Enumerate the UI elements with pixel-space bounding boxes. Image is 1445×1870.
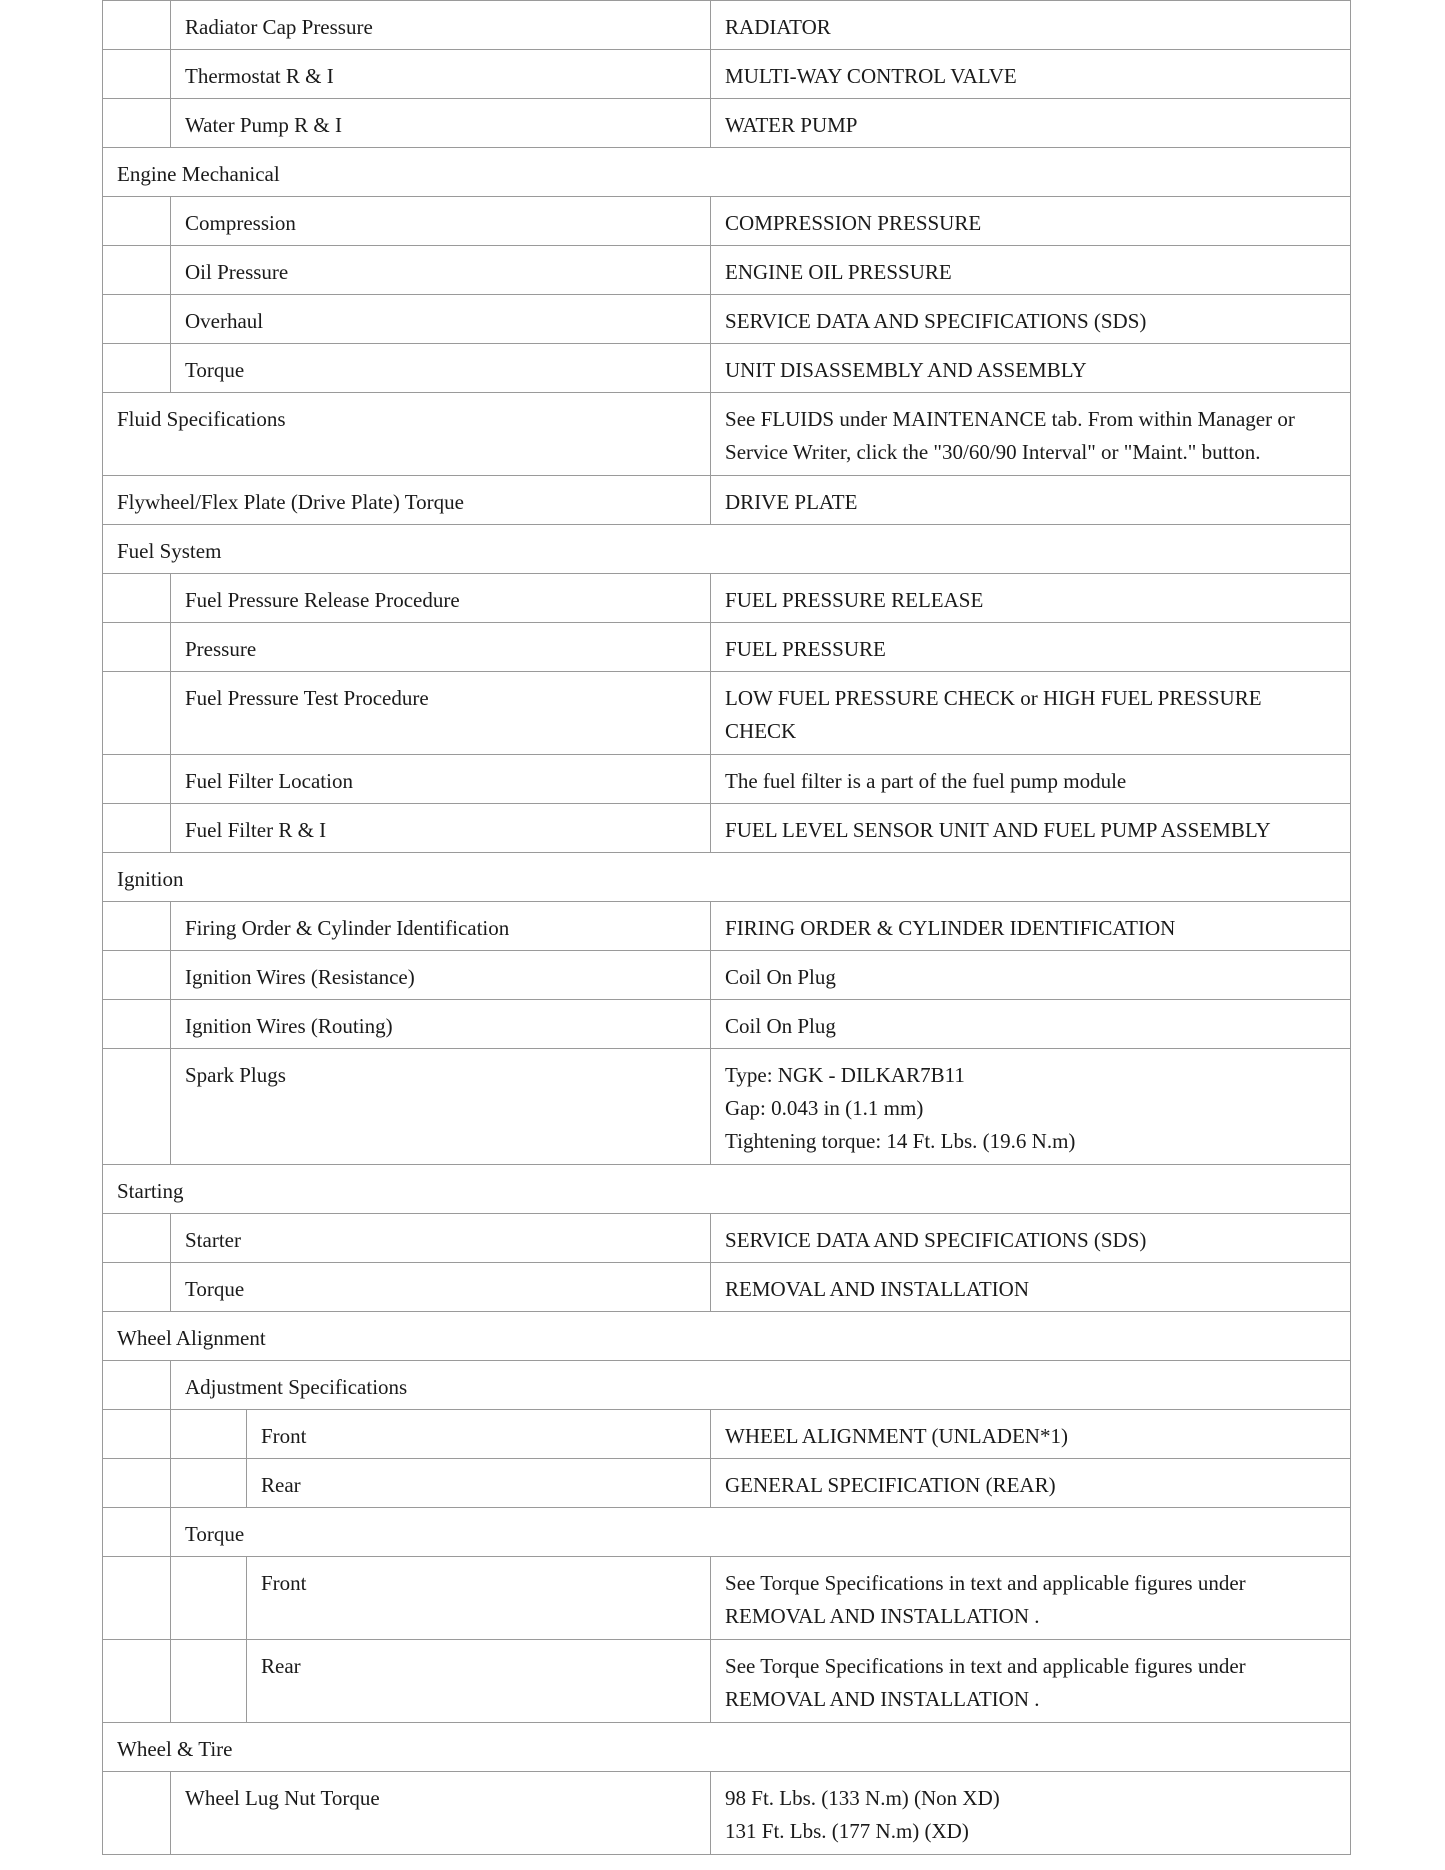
section-row — [103, 853, 1351, 902]
spec-value-line: CHECK — [725, 719, 797, 743]
spec-label: Fuel Filter R & I — [171, 804, 711, 853]
spec-value-line: Gap: 0.043 in (1.1 mm) — [725, 1096, 924, 1120]
spec-label: Torque — [171, 344, 711, 393]
spec-value-line: GENERAL SPECIFICATION (REAR) — [725, 1473, 1056, 1497]
indent-cell — [103, 1508, 171, 1557]
table-row — [103, 246, 1351, 295]
spec-value-line: Tightening torque: 14 Ft. Lbs. (19.6 N.m) — [725, 1129, 1076, 1153]
spec-value — [711, 1557, 1351, 1640]
indent-cell — [103, 1214, 171, 1263]
table-row — [103, 344, 1351, 393]
section-row — [103, 525, 1351, 574]
table-row — [103, 197, 1351, 246]
spec-value — [711, 1263, 1351, 1312]
table-row — [103, 476, 1351, 525]
section-label: Wheel & Tire — [103, 1723, 1351, 1772]
spec-value — [711, 99, 1351, 148]
table-row — [103, 1557, 1351, 1640]
spec-value-line: Coil On Plug — [725, 965, 836, 989]
spec-value — [711, 574, 1351, 623]
spec-value-line: 98 Ft. Lbs. (133 N.m) (Non XD) — [725, 1786, 1000, 1810]
indent-cell — [171, 1640, 247, 1723]
table-row — [103, 1049, 1351, 1165]
spec-value-line: FUEL LEVEL SENSOR UNIT AND FUEL PUMP ASSEMBLY — [725, 818, 1271, 842]
section-label: Engine Mechanical — [103, 148, 1351, 197]
spec-value-line: REMOVAL AND INSTALLATION . — [725, 1604, 1040, 1628]
spec-value — [711, 1000, 1351, 1049]
table-row — [103, 1263, 1351, 1312]
spec-value — [711, 1459, 1351, 1508]
spec-value — [711, 672, 1351, 755]
specifications-table-body — [103, 1, 1351, 1855]
spec-value — [711, 476, 1351, 525]
spec-value-line: Coil On Plug — [725, 1014, 836, 1038]
spec-value-line: COMPRESSION PRESSURE — [725, 211, 982, 235]
section-row — [103, 1312, 1351, 1361]
indent-cell — [103, 951, 171, 1000]
spec-value-line: LOW FUEL PRESSURE CHECK or HIGH FUEL PRESSURE — [725, 686, 1262, 710]
indent-cell — [171, 1410, 247, 1459]
spec-label: Front — [247, 1410, 711, 1459]
spec-label: Ignition Wires (Routing) — [171, 1000, 711, 1049]
spec-value-line: FUEL PRESSURE — [725, 637, 886, 661]
spec-value — [711, 1772, 1351, 1855]
indent-cell — [103, 1772, 171, 1855]
table-row — [103, 1410, 1351, 1459]
spec-label: Overhaul — [171, 295, 711, 344]
section-label: Adjustment Specifications — [171, 1361, 1351, 1410]
spec-label: Front — [247, 1557, 711, 1640]
indent-cell — [103, 1410, 171, 1459]
spec-value-line: UNIT DISASSEMBLY AND ASSEMBLY — [725, 358, 1087, 382]
spec-value-line: See Torque Specifications in text and applicable figures under — [725, 1571, 1246, 1595]
spec-value — [711, 804, 1351, 853]
indent-cell — [103, 672, 171, 755]
spec-value-line: REMOVAL AND INSTALLATION . — [725, 1687, 1040, 1711]
indent-cell — [103, 1263, 171, 1312]
indent-cell — [103, 1557, 171, 1640]
spec-label: Rear — [247, 1640, 711, 1723]
spec-value-line: ENGINE OIL PRESSURE — [725, 260, 952, 284]
spec-value — [711, 755, 1351, 804]
spec-value — [711, 1640, 1351, 1723]
spec-label: Firing Order & Cylinder Identification — [171, 902, 711, 951]
table-row — [103, 1459, 1351, 1508]
spec-value — [711, 295, 1351, 344]
section-row — [103, 1361, 1351, 1410]
spec-label: Rear — [247, 1459, 711, 1508]
specifications-table — [102, 0, 1351, 1855]
table-row — [103, 574, 1351, 623]
spec-value — [711, 1410, 1351, 1459]
section-label: Fuel System — [103, 525, 1351, 574]
table-row — [103, 672, 1351, 755]
indent-cell — [103, 197, 171, 246]
table-row — [103, 1772, 1351, 1855]
table-row — [103, 902, 1351, 951]
indent-cell — [103, 50, 171, 99]
table-row — [103, 1, 1351, 50]
spec-value-line: FUEL PRESSURE RELEASE — [725, 588, 984, 612]
spec-value — [711, 951, 1351, 1000]
section-row — [103, 1165, 1351, 1214]
indent-cell — [103, 804, 171, 853]
table-row — [103, 804, 1351, 853]
section-row — [103, 1508, 1351, 1557]
spec-value-line: RADIATOR — [725, 15, 831, 39]
spec-value-line: Service Writer, click the "30/60/90 Interval" or "Maint." button. — [725, 440, 1261, 464]
spec-value-line: REMOVAL AND INSTALLATION — [725, 1277, 1029, 1301]
indent-cell — [171, 1459, 247, 1508]
spec-value-line: See FLUIDS under MAINTENANCE tab. From within Manager or — [725, 407, 1295, 431]
spec-value-line: WATER PUMP — [725, 113, 858, 137]
spec-value-line: Type: NGK - DILKAR7B11 — [725, 1063, 965, 1087]
indent-cell — [103, 1049, 171, 1165]
spec-value — [711, 393, 1351, 476]
spec-value — [711, 197, 1351, 246]
spec-value — [711, 623, 1351, 672]
indent-cell — [103, 1459, 171, 1508]
spec-value-line: MULTI-WAY CONTROL VALVE — [725, 64, 1017, 88]
spec-value — [711, 344, 1351, 393]
spec-label: Starter — [171, 1214, 711, 1263]
spec-label: Torque — [171, 1263, 711, 1312]
spec-label: Fuel Pressure Release Procedure — [171, 574, 711, 623]
spec-value-line: See Torque Specifications in text and applicable figures under — [725, 1654, 1246, 1678]
table-row — [103, 1214, 1351, 1263]
spec-label: Fluid Specifications — [103, 393, 711, 476]
indent-cell — [103, 295, 171, 344]
indent-cell — [103, 246, 171, 295]
spec-value — [711, 1, 1351, 50]
spec-value-line: SERVICE DATA AND SPECIFICATIONS (SDS) — [725, 309, 1147, 333]
spec-value — [711, 1049, 1351, 1165]
spec-value — [711, 902, 1351, 951]
section-label: Torque — [171, 1508, 1351, 1557]
indent-cell — [103, 755, 171, 804]
spec-value — [711, 1214, 1351, 1263]
section-label: Starting — [103, 1165, 1351, 1214]
table-row — [103, 951, 1351, 1000]
spec-value-line: SERVICE DATA AND SPECIFICATIONS (SDS) — [725, 1228, 1147, 1252]
spec-label: Oil Pressure — [171, 246, 711, 295]
table-row — [103, 50, 1351, 99]
indent-cell — [171, 1557, 247, 1640]
spec-value-line: DRIVE PLATE — [725, 490, 858, 514]
indent-cell — [103, 623, 171, 672]
table-row — [103, 1000, 1351, 1049]
indent-cell — [103, 344, 171, 393]
indent-cell — [103, 1000, 171, 1049]
section-label: Wheel Alignment — [103, 1312, 1351, 1361]
spec-value-line: 131 Ft. Lbs. (177 N.m) (XD) — [725, 1819, 969, 1843]
spec-label: Thermostat R & I — [171, 50, 711, 99]
table-row — [103, 755, 1351, 804]
table-row — [103, 1640, 1351, 1723]
section-label: Ignition — [103, 853, 1351, 902]
spec-label: Water Pump R & I — [171, 99, 711, 148]
indent-cell — [103, 902, 171, 951]
table-row — [103, 623, 1351, 672]
spec-label: Flywheel/Flex Plate (Drive Plate) Torque — [103, 476, 711, 525]
spec-label: Ignition Wires (Resistance) — [171, 951, 711, 1000]
spec-label: Compression — [171, 197, 711, 246]
table-row — [103, 393, 1351, 476]
indent-cell — [103, 1, 171, 50]
spec-value-line: FIRING ORDER & CYLINDER IDENTIFICATION — [725, 916, 1176, 940]
table-row — [103, 99, 1351, 148]
indent-cell — [103, 574, 171, 623]
indent-cell — [103, 1640, 171, 1723]
spec-value — [711, 246, 1351, 295]
spec-value-line: WHEEL ALIGNMENT (UNLADEN*1) — [725, 1424, 1068, 1448]
spec-label: Fuel Filter Location — [171, 755, 711, 804]
indent-cell — [103, 1361, 171, 1410]
indent-cell — [103, 99, 171, 148]
section-row — [103, 148, 1351, 197]
spec-label: Fuel Pressure Test Procedure — [171, 672, 711, 755]
spec-value-line: The fuel filter is a part of the fuel pump module — [725, 769, 1127, 793]
spec-label: Spark Plugs — [171, 1049, 711, 1165]
section-row — [103, 1723, 1351, 1772]
spec-value — [711, 50, 1351, 99]
spec-label: Pressure — [171, 623, 711, 672]
table-row — [103, 295, 1351, 344]
spec-label: Wheel Lug Nut Torque — [171, 1772, 711, 1855]
spec-label: Radiator Cap Pressure — [171, 1, 711, 50]
